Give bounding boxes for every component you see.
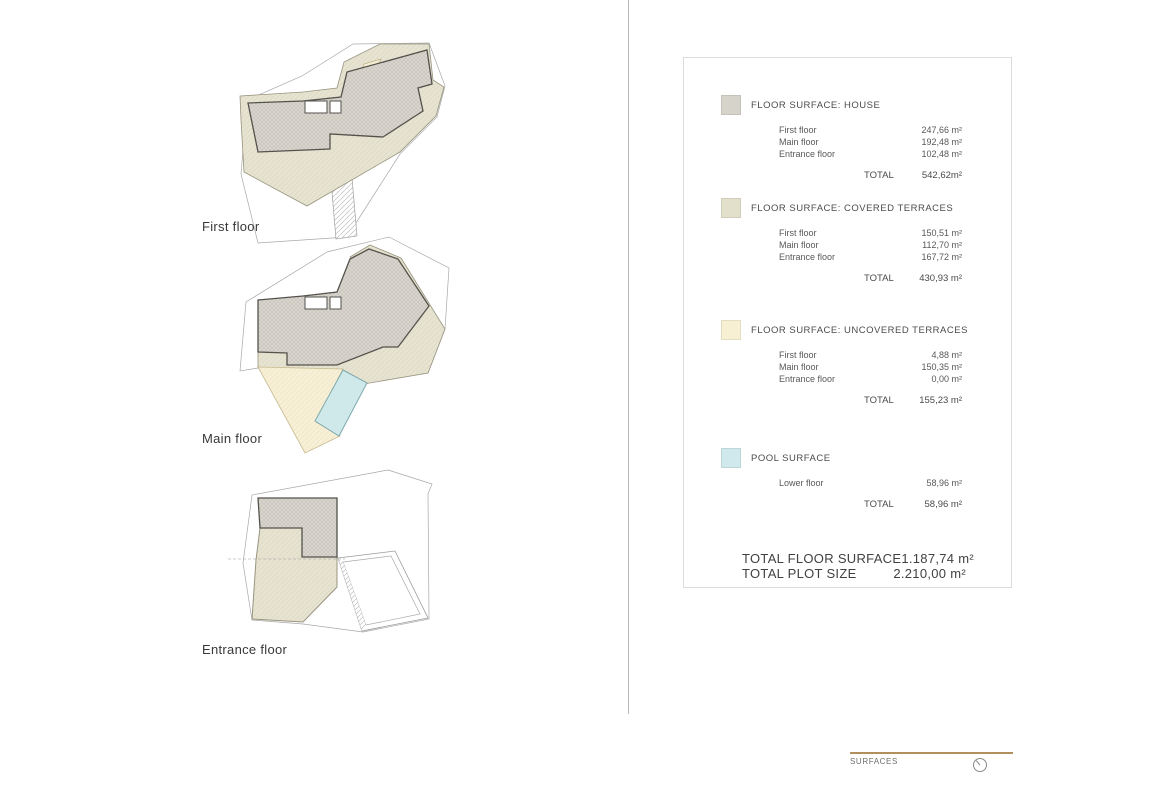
legend-row xyxy=(779,361,962,373)
legend-section xyxy=(721,448,971,511)
legend-row-label: Entrance floor xyxy=(779,252,836,262)
main-floor-label: Main floor xyxy=(202,431,263,446)
surfaces-legend-panel xyxy=(683,57,1012,588)
grand-total-label: TOTAL FLOOR SURFACE xyxy=(742,551,902,566)
legend-row-label: First floor xyxy=(779,125,817,135)
legend-section-title: FLOOR SURFACE: HOUSE xyxy=(751,99,881,111)
legend-row-value: 4,88 m² xyxy=(931,350,962,360)
legend-row-label: Main floor xyxy=(779,240,819,250)
plan-main-floor xyxy=(240,237,449,453)
legend-swatch xyxy=(721,198,741,218)
main-floor-rooflight xyxy=(330,297,341,309)
legend-row-value: 167,72 m² xyxy=(921,252,962,262)
legend-total-value: 155,23 m² xyxy=(919,395,962,406)
page-divider xyxy=(628,0,629,714)
legend-row-label: Main floor xyxy=(779,137,819,147)
legend-row-value: 102,48 m² xyxy=(921,149,962,159)
legend-row-value: 192,48 m² xyxy=(921,137,962,147)
main-floor-rooflight xyxy=(305,297,327,309)
legend-section xyxy=(721,198,971,285)
first-floor-label: First floor xyxy=(202,219,260,234)
legend-row-value: 247,66 m² xyxy=(921,125,962,135)
legend-total-row xyxy=(864,499,962,511)
north-dial-icon xyxy=(972,757,988,773)
footer-rule xyxy=(850,752,1013,754)
legend-row-label: Main floor xyxy=(779,362,819,372)
legend-row-value: 150,35 m² xyxy=(921,362,962,372)
legend-row xyxy=(779,349,962,361)
legend-row xyxy=(779,477,962,489)
legend-row xyxy=(779,148,962,160)
legend-row xyxy=(779,251,962,263)
plan-first-floor xyxy=(240,43,445,243)
legend-total-label: TOTAL xyxy=(864,170,894,181)
legend-row xyxy=(779,373,962,385)
legend-row-label: First floor xyxy=(779,228,817,238)
first-floor-rooflight xyxy=(305,101,327,113)
legend-swatch xyxy=(721,320,741,340)
legend-total-row xyxy=(864,170,962,182)
legend-total-value: 430,93 m² xyxy=(919,273,962,284)
legend-row-label: Lower floor xyxy=(779,478,824,488)
legend-row-value: 0,00 m² xyxy=(931,374,962,384)
legend-row xyxy=(779,136,962,148)
legend-total-value: 542,62m² xyxy=(921,170,962,181)
legend-row-value: 58,96 m² xyxy=(926,478,962,488)
legend-row xyxy=(779,239,962,251)
legend-row-label: Entrance floor xyxy=(779,149,836,159)
legend-row xyxy=(779,227,962,239)
grand-total-value: 1.187,74 m² xyxy=(901,551,975,566)
legend-row xyxy=(779,124,962,136)
legend-total-value: 58,96 m² xyxy=(924,499,962,510)
legend-row-value: 112,70 m² xyxy=(922,240,962,250)
grand-total-row xyxy=(742,567,966,582)
legend-total-label: TOTAL xyxy=(864,395,894,406)
first-floor-rooflight xyxy=(330,101,341,113)
legend-section xyxy=(721,320,971,407)
legend-row-label: Entrance floor xyxy=(779,374,836,384)
legend-row-value: 150,51 m² xyxy=(921,228,962,238)
legend-total-row xyxy=(864,395,962,407)
legend-section xyxy=(721,95,971,182)
footer-title: SURFACES xyxy=(850,757,898,766)
legend-row-label: First floor xyxy=(779,350,817,360)
legend-swatch xyxy=(721,95,741,115)
grand-total-label: TOTAL PLOT SIZE xyxy=(742,565,857,581)
legend-total-row xyxy=(864,273,962,285)
grand-total-row xyxy=(742,551,975,567)
plan-entrance-floor xyxy=(228,470,432,632)
footer xyxy=(850,752,1013,766)
legend-swatch xyxy=(721,448,741,468)
legend-section-title: FLOOR SURFACE: UNCOVERED TERRACES xyxy=(751,324,968,336)
legend-total-label: TOTAL xyxy=(864,499,894,510)
grand-total-value: 2.210,00 m² xyxy=(893,565,966,581)
grand-totals xyxy=(742,551,975,581)
legend-section-title: FLOOR SURFACE: COVERED TERRACES xyxy=(751,202,954,214)
entrance-floor-label: Entrance floor xyxy=(202,642,288,657)
legend-total-label: TOTAL xyxy=(864,273,894,284)
legend-section-title: POOL SURFACE xyxy=(751,452,831,464)
